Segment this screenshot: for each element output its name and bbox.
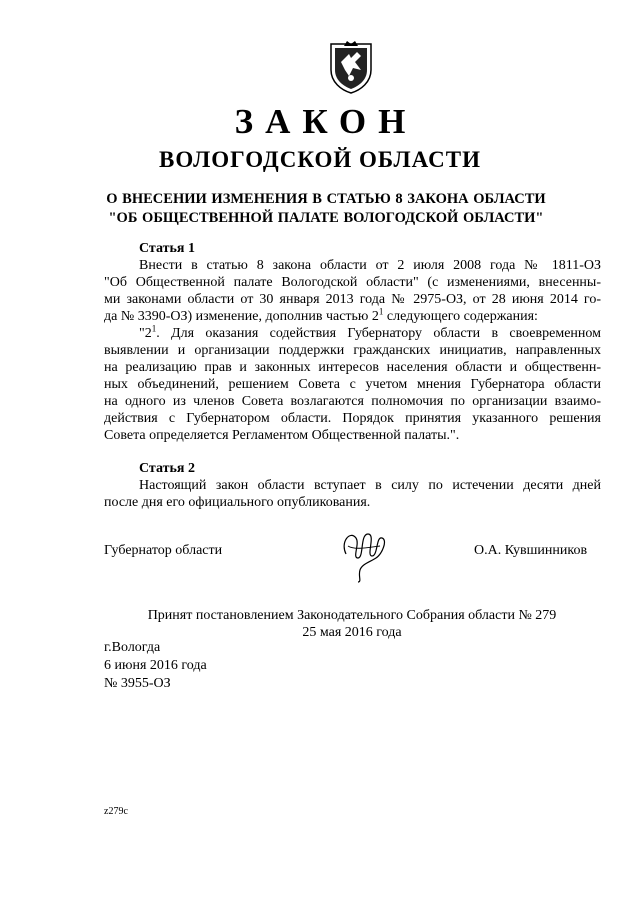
paragraph-line: после дня его официального опубликования. <box>104 495 371 510</box>
quote-line: Совета определяется Регламентом Общественной палаты.". <box>104 428 460 443</box>
signing-place: г.Вологда <box>104 640 161 655</box>
quote-line: ных объединений, решением Совета с учетом мнения Губернатора области <box>104 377 601 392</box>
quote-line <box>104 325 601 342</box>
quote-start: "2 <box>139 326 152 341</box>
paragraph-line: Внести в статью 8 закона области от 2 июля 2008 года № 1811-ОЗ <box>139 258 601 273</box>
law-subject <box>60 190 592 228</box>
paragraph-text: следующего содержания: <box>383 309 538 324</box>
paragraph-line: "Об Общественной палате Вологодской области" (с изменениями, внесенны- <box>104 275 601 290</box>
coat-of-arms-icon <box>327 40 375 94</box>
document-type-title: ЗАКОН <box>234 102 418 141</box>
paragraph-line: Настоящий закон области вступает в силу по истечении десяти дней <box>139 478 601 493</box>
paragraph-line: ми законами области от 30 января 2013 года № 2975-ОЗ, от 28 июня 2014 го- <box>104 292 601 307</box>
article-1-heading: Статья 1 <box>139 241 195 256</box>
quote-line: выявлении и организации поддержки гражданских инициатив, направленных <box>104 343 601 358</box>
subject-line: О ВНЕСЕНИИ ИЗМЕНЕНИЯ В СТАТЬЮ 8 ЗАКОНА ОБЛАСТИ <box>106 191 546 207</box>
quote-line: на одного из членов Совета возлагаются полномочия по организации взаимо- <box>104 394 601 409</box>
article-2-heading: Статья 2 <box>139 461 195 476</box>
quote-line: действия с Губернатором области. Порядок принятия указанного решения <box>104 411 601 426</box>
law-number: № 3955-ОЗ <box>104 676 171 691</box>
region-title: ВОЛОГОДСКОЙ ОБЛАСТИ <box>159 147 481 172</box>
quote-text: . Для оказания содействия Губернатору области в своевременном <box>156 326 601 341</box>
paragraph-line <box>104 308 601 325</box>
adoption-date: 25 мая 2016 года <box>302 625 402 640</box>
paragraph-text: да № 3390-ОЗ) изменение, дополнив частью 2 <box>104 309 379 324</box>
quote-line: на реализацию прав и законных интересов населения области и общественн- <box>104 360 601 375</box>
subject-line: "ОБ ОБЩЕСТВЕННОЙ ПАЛАТЕ ВОЛОГОДСКОЙ ОБЛАСТИ" <box>108 210 544 226</box>
signatory-name: О.А. Кувшинников <box>474 543 588 558</box>
handwritten-signature-icon <box>336 524 392 584</box>
superscript: 1 <box>378 306 384 317</box>
signatory-position: Губернатор области <box>104 543 223 558</box>
signing-date: 6 июня 2016 года <box>104 658 207 673</box>
article-2-body <box>104 477 601 511</box>
superscript: 1 <box>151 323 157 334</box>
article-1-body <box>104 257 601 444</box>
adoption-statement: Принят постановлением Законодательного Собрания области № 279 <box>147 608 557 623</box>
footer-code: z279с <box>104 806 128 817</box>
